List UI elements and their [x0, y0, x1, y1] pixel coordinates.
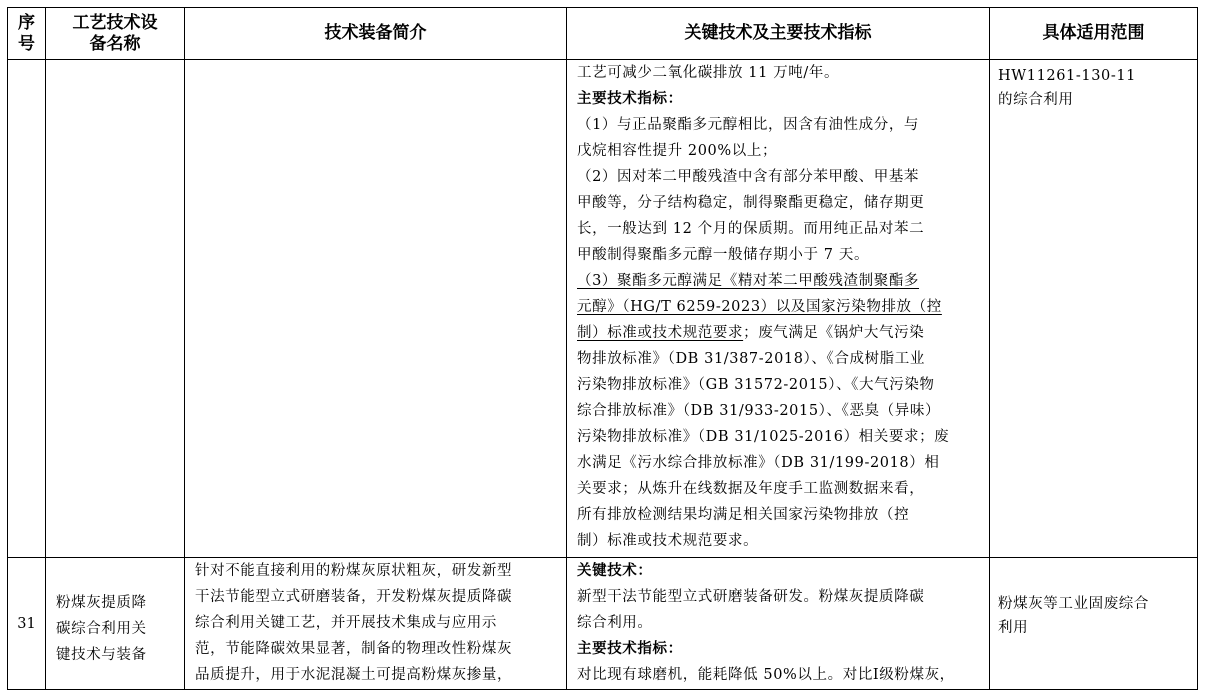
- text-line: [577, 528, 981, 554]
- table-row: [8, 558, 1198, 690]
- text-line: [577, 242, 981, 268]
- text-span: 甲酸制得聚酯多元醇一般储存期小于 7 天。: [577, 247, 870, 263]
- technology-catalog-table: [7, 7, 1198, 690]
- section-heading: [577, 636, 981, 662]
- row2-scope-line: 利用: [998, 620, 1029, 636]
- text-span: 对比现有球磨机，能耗降低 50%以上。对比Ⅰ级粉煤灰，: [577, 667, 955, 683]
- row1-scope-line: 的综合利用: [998, 92, 1074, 108]
- text-line: [577, 268, 981, 294]
- text-line: [577, 346, 981, 372]
- text-span: ；废气满足《锅炉大气污染: [743, 325, 925, 341]
- header-seq: [8, 8, 46, 60]
- text-line: [577, 476, 981, 502]
- text-line: [577, 164, 981, 190]
- header-seq-line: 号: [18, 33, 35, 54]
- header-name-line: 备名称: [89, 33, 141, 54]
- text-span: 物排放标准》（DB 31/387-2018）、《合成树脂工业: [577, 351, 925, 367]
- text-line: [577, 584, 981, 610]
- text-line: [577, 502, 981, 528]
- row2-key-cell: [567, 558, 990, 690]
- text-line: [577, 424, 981, 450]
- tech-name-line: 碳综合利用关: [56, 621, 147, 637]
- text-line: [577, 450, 981, 476]
- underlined-text: （3）聚酯多元醇满足《精对苯二甲酸残渣制聚酯多: [577, 273, 920, 289]
- header-name-line: 工艺技术设: [72, 12, 158, 33]
- section-heading: [577, 86, 981, 112]
- row2-intro-cell: [185, 558, 567, 690]
- header-name: [46, 8, 185, 60]
- intro-line: 干法节能型立式研磨装备，开发粉煤灰提质降碳: [195, 589, 513, 605]
- row-number: 31: [17, 615, 36, 632]
- intro-line: 综合利用关键工艺，并开展技术集成与应用示: [195, 615, 497, 631]
- text-span: 工艺可减少二氧化碳排放 11 万吨/年。: [577, 65, 840, 81]
- row2-number-cell: [8, 558, 46, 690]
- text-span: 综合排放标准》（DB 31/933-2015）、《恶臭（异味）: [577, 403, 941, 419]
- row2-scope-cell: [990, 558, 1198, 690]
- intro-line: 品质提升，用于水泥混凝土可提高粉煤灰掺量，: [195, 667, 513, 683]
- text-span: 戊烷相容性提升 200%以上；: [577, 143, 778, 159]
- row2-name-cell: [46, 558, 185, 690]
- row1-seq-cell: [8, 60, 46, 558]
- text-span: 水满足《污水综合排放标准》（DB 31/199-2018）相: [577, 455, 940, 471]
- text-line: [577, 372, 981, 398]
- row1-key-text: [577, 60, 981, 554]
- text-line: [577, 662, 981, 688]
- header-row: [8, 8, 1198, 60]
- text-span: 主要技术指标：: [577, 641, 683, 657]
- text-span: （1）与正品聚酯多元醇相比，因含有油性成分，与: [577, 117, 920, 133]
- header-seq-line: 序: [18, 12, 35, 33]
- text-span: 综合利用。: [577, 615, 653, 631]
- row2-scope-line: 粉煤灰等工业固废综合: [998, 596, 1149, 612]
- text-line: [577, 398, 981, 424]
- text-line: [577, 610, 981, 636]
- underlined-text: 元醇》（HG/T 6259-2023）以及国家污染物排放（控: [577, 299, 942, 315]
- row2-key-text: [577, 558, 981, 688]
- row1-intro-cell: [185, 60, 567, 558]
- text-span: 所有排放检测结果均满足相关国家污染物排放（控: [577, 507, 910, 523]
- row1-scope-line: HW11261-130-11: [998, 68, 1137, 84]
- text-span: 主要技术指标：: [577, 91, 683, 107]
- row1-name-cell: [46, 60, 185, 558]
- intro-line: 针对不能直接利用的粉煤灰原状粗灰，研发新型: [195, 563, 513, 579]
- text-span: 长，一般达到 12 个月的保质期。而用纯正品对苯二: [577, 221, 925, 237]
- header-scope: 具体适用范围: [990, 8, 1198, 60]
- text-span: 污染物排放标准》（GB 31572-2015）、《大气污染物: [577, 377, 935, 393]
- table-row: [8, 60, 1198, 558]
- text-span: 污染物排放标准》（DB 31/1025-2016）相关要求；废: [577, 429, 950, 445]
- tech-name-line: 键技术与装备: [56, 647, 147, 663]
- row1-scope-cell: [990, 60, 1198, 558]
- text-line: [577, 190, 981, 216]
- text-line: [577, 216, 981, 242]
- text-line: [577, 60, 981, 86]
- text-line: [577, 320, 981, 346]
- text-line: [577, 138, 981, 164]
- intro-line: 范，节能降碳效果显著，制备的物理改性粉煤灰: [195, 641, 513, 657]
- text-span: （2）因对苯二甲酸残渣中含有部分苯甲酸、甲基苯: [577, 169, 920, 185]
- header-intro: 技术装备简介: [185, 8, 567, 60]
- text-span: 新型干法节能型立式研磨装备研发。粉煤灰提质降碳: [577, 589, 925, 605]
- text-span: 关键技术：: [577, 563, 653, 579]
- text-span: 关要求；从炼升在线数据及年度手工监测数据来看，: [577, 481, 925, 497]
- row1-key-cell: [567, 60, 990, 558]
- text-line: [577, 294, 981, 320]
- section-heading: [577, 558, 981, 584]
- header-key: 关键技术及主要技术指标: [567, 8, 990, 60]
- text-span: 制）标准或技术规范要求。: [577, 533, 759, 549]
- text-line: [577, 112, 981, 138]
- underlined-text: 制）标准或技术规范要求: [577, 325, 744, 341]
- text-span: 甲酸等，分子结构稳定，制得聚酯更稳定，储存期更: [577, 195, 925, 211]
- tech-name-line: 粉煤灰提质降: [56, 595, 147, 611]
